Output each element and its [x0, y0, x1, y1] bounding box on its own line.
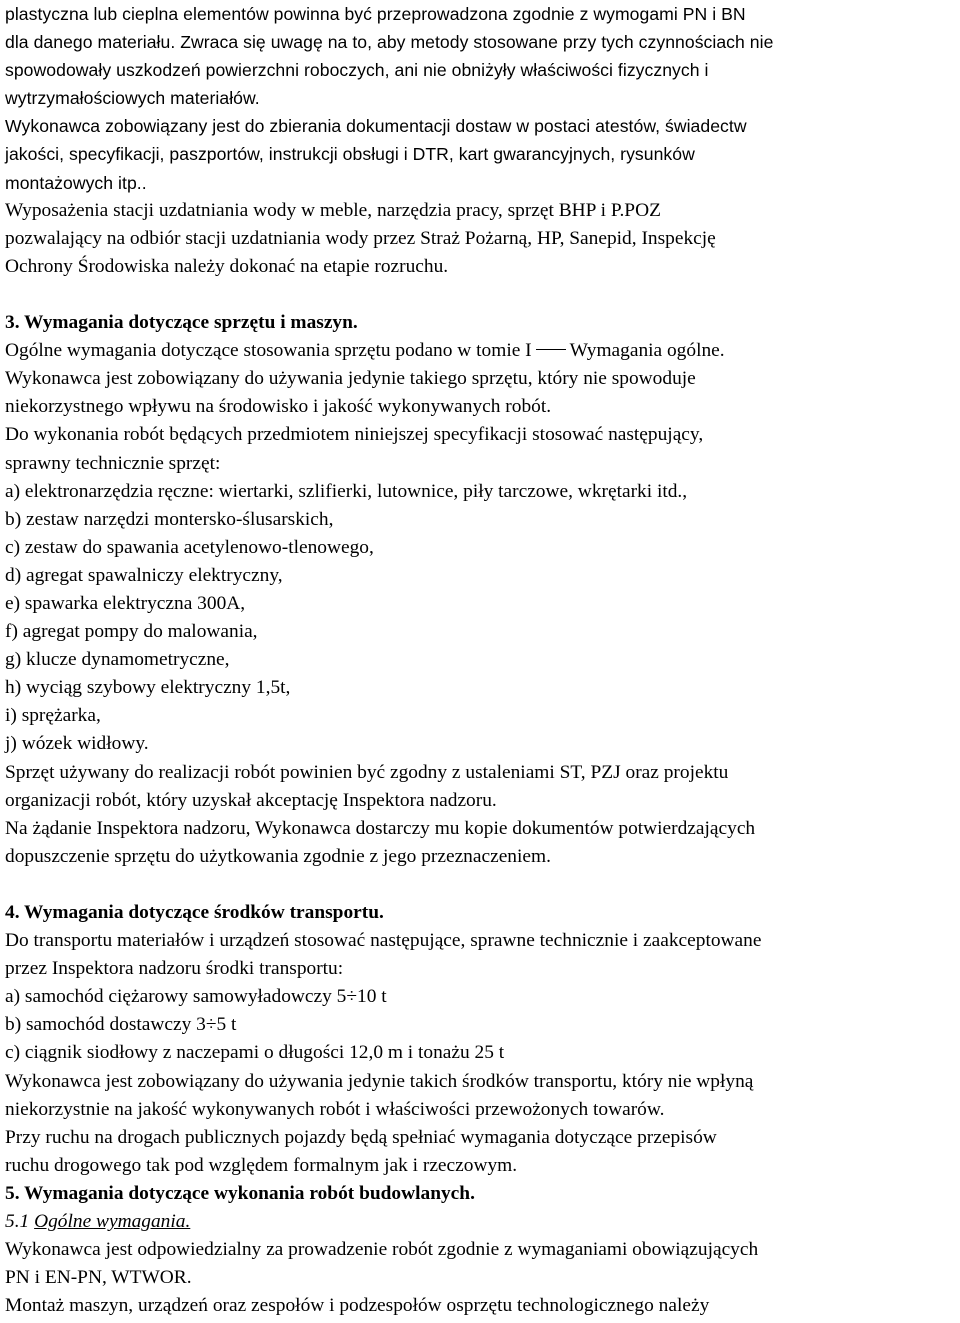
text-line: Wyposażenia stacji uzdatniania wody w meble, narzędzia pracy, sprzęt BHP i P.POZ: [5, 199, 661, 221]
text-line: niekorzystnie na jakość wykonywanych robót i właściwości przewożonych towarów.: [5, 1098, 665, 1120]
text-line: Ochrony Środowiska należy dokonać na etapie rozruchu.: [5, 255, 449, 277]
list-item: g) klucze dynamometryczne,: [5, 649, 230, 671]
text-line: przez Inspektora nadzoru środki transportu:: [5, 958, 344, 980]
list-item: c) zestaw do spawania acetylenowo-tlenowego,: [5, 536, 374, 558]
list-item: a) samochód ciężarowy samowyładowczy 5÷10 t: [5, 986, 387, 1008]
list-item: b) zestaw narzędzi montersko-ślusarskich,: [5, 508, 334, 530]
text-line: Do transportu materiałów i urządzeń stosować następujące, sprawne technicznie i zaakceptowane: [5, 930, 762, 952]
spacer: [5, 871, 956, 899]
text-line: Montaż maszyn, urządzeń oraz zespołów i podzespołów osprzętu technologicznego należy: [5, 1295, 710, 1317]
list-item: d) agregat spawalniczy elektryczny,: [5, 564, 283, 586]
list-item: b) samochód dostawczy 3÷5 t: [5, 1014, 237, 1036]
text-line: ruchu drogowego tak pod względem formalnym jak i rzeczowym.: [5, 1154, 518, 1176]
text-line: Przy ruchu na drogach publicznych pojazdy będą spełniać wymagania dotyczące przepisów: [5, 1126, 717, 1148]
text-line: dopuszczenie sprzętu do użytkowania zgodnie z jego przeznaczeniem.: [5, 845, 551, 867]
em-dash: [536, 349, 566, 350]
text-line: spowodowały uszkodzeń powierzchni roboczych, ani nie obniżyły właściwości fizycznych i: [5, 60, 709, 81]
text-line: plastyczna lub cieplna elementów powinna być przeprowadzona zgodnie z wymogami PN i BN: [5, 4, 746, 24]
list-item: e) spawarka elektryczna 300A,: [5, 592, 246, 614]
list-item: i) sprężarka,: [5, 705, 101, 727]
text-line: Wykonawca jest zobowiązany do używania jedynie takich środków transportu, który nie wpłyną: [5, 1070, 754, 1092]
section-heading: 3. Wymagania dotyczące sprzętu i maszyn.: [5, 312, 358, 334]
section-heading: 4. Wymagania dotyczące środków transportu.: [5, 902, 384, 923]
spacer: [5, 281, 956, 309]
text-line: pozwalający na odbiór stacji uzdatniania wody przez Straż Pożarną, HP, Sanepid, Inspekcję: [5, 227, 716, 249]
list-item: c) ciągnik siodłowy z naczepami o długości 12,0 m i tonażu 25 t: [5, 1042, 505, 1064]
text-line: Wykonawca zobowiązany jest do zbierania dokumentacji dostaw w postaci atestów, świadectw: [5, 116, 747, 137]
subsection-title: Ogólne wymagania.: [34, 1211, 191, 1233]
intro-block: [5, 0, 956, 281]
intro-reference: Wymagania ogólne.: [569, 340, 725, 362]
section-4: [5, 899, 956, 1180]
text-line: jakości, specyfikacji, paszportów, instrukcji obsługi i DTR, kart gwarancyjnych, rysunków: [5, 144, 695, 165]
text-line: Wykonawca jest odpowiedzialny za prowadzenie robót zgodnie z wymaganiami obowiązujących: [5, 1239, 759, 1261]
subsection-heading: [5, 1208, 956, 1236]
subsection-number: 5.1: [5, 1211, 30, 1233]
list-item: a) elektronarzędzia ręczne: wiertarki, szlifierki, lutownice, piły tarczowe, wkrętarki itd.,: [5, 480, 688, 502]
text-line: [5, 337, 956, 365]
text-line: montażowych itp..: [5, 172, 147, 193]
list-item: h) wyciąg szybowy elektryczny 1,5t,: [5, 677, 291, 699]
text-line: Sprzęt używany do realizacji robót powinien być zgodny z ustaleniami ST, PZJ oraz projektu: [5, 761, 729, 783]
text-line: Na żądanie Inspektora nadzoru, Wykonawca dostarczy mu kopie dokumentów potwierdzających: [5, 817, 756, 839]
section-3: [5, 309, 956, 871]
text-line: sprawny technicznie sprzęt:: [5, 452, 221, 474]
text-line: dla danego materiału. Zwraca się uwagę na to, aby metody stosowane przy tych czynnościach nie: [5, 32, 774, 53]
text-line: Wykonawca jest zobowiązany do używania jedynie takiego sprzętu, który nie spowoduje: [5, 368, 696, 390]
text-line: wytrzymałościowych materiałów.: [5, 88, 260, 109]
text-line: organizacji robót, który uzyskał akceptację Inspektora nadzoru.: [5, 789, 497, 811]
section-5: [5, 1180, 956, 1320]
section-heading: 5. Wymagania dotyczące wykonania robót budowlanych.: [5, 1182, 475, 1204]
list-item: f) agregat pompy do malowania,: [5, 621, 258, 643]
text-line: Do wykonania robót będących przedmiotem niniejszej specyfikacji stosować następujący,: [5, 424, 704, 446]
intro-text: Ogólne wymagania dotyczące stosowania sprzętu podano w tomie I: [5, 340, 532, 362]
text-line: PN i EN-PN, WTWOR.: [5, 1267, 192, 1289]
text-line: niekorzystnego wpływu na środowisko i jakość wykonywanych robót.: [5, 396, 552, 418]
list-item: j) wózek widłowy.: [5, 733, 149, 755]
